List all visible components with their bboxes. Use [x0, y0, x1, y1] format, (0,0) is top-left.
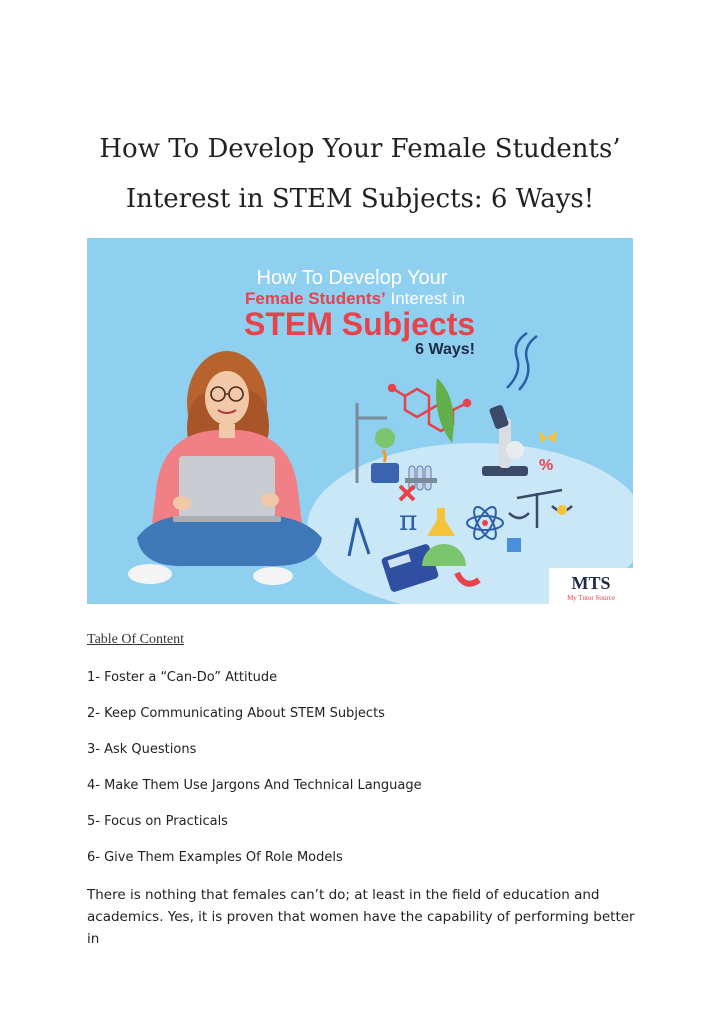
toc-item-3: 3- Ask Questions	[87, 742, 197, 757]
page-title	[60, 124, 660, 224]
cube-icon	[507, 538, 521, 552]
toc-item-1: 1- Foster a “Can-Do” Attitude	[87, 670, 278, 685]
toc-heading[interactable]: Table Of Content	[87, 632, 184, 647]
toc-item-4: 4- Make Them Use Jargons And Technical Language	[87, 778, 422, 793]
body-line-2: academics. Yes, it is proven that women have the capability of performing better in	[87, 909, 635, 947]
hero-line-2-highlight: Female Students’	[245, 289, 386, 308]
hero-illustration	[87, 238, 633, 604]
body-line-1: There is nothing that females can’t do; at least in the field of education and	[87, 887, 600, 903]
hero-line-2-rest: Interest in	[385, 289, 466, 308]
pi-icon: π	[399, 504, 418, 537]
logo-text: MTS	[571, 573, 611, 593]
toc-item-6: 6- Give Them Examples Of Role Models	[87, 850, 343, 865]
toc-item-5: 5- Focus on Practicals	[87, 814, 228, 829]
logo-subtext: My Tutor Source	[567, 594, 615, 602]
toc-item-2: 2- Keep Communicating About STEM Subjects	[87, 706, 385, 721]
hero-line-4: 6 Ways!	[415, 341, 475, 358]
title-line-1: How To Develop Your Female Students’	[99, 134, 621, 164]
title-line-2: Interest in STEM Subjects: 6 Ways!	[125, 184, 595, 214]
logo	[549, 568, 633, 604]
body-paragraph	[87, 884, 637, 950]
hero-image	[87, 238, 633, 604]
hero-line-3: STEM Subjects	[244, 306, 476, 342]
hero-line-1: How To Develop Your	[256, 267, 448, 289]
percent-icon: %	[539, 457, 554, 474]
